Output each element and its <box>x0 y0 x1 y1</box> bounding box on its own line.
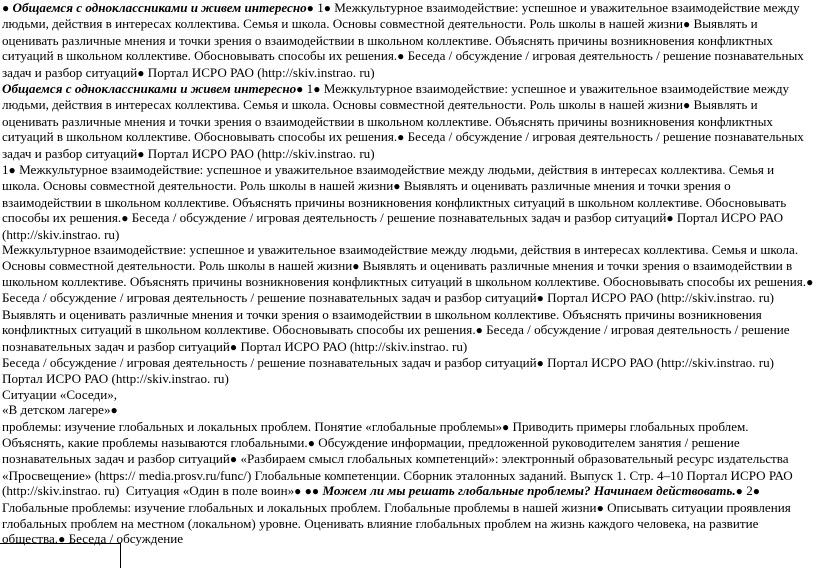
skills-text: Приводить примеры глобальных проблем. Объяснять, какие проблемы называются глобальными. <box>2 418 749 450</box>
activity-text: Беседа / обсуждение <box>68 531 184 547</box>
portal-text: Портал ИСРО РАО (http://skiv.instrao. ru) <box>147 145 375 161</box>
bullet-icon: ● <box>397 49 405 64</box>
portal-text: Портал ИСРО РАО (http://skiv.instrao. ru) <box>2 371 229 387</box>
resource-text: «Разбираем смысл глобальных компетенций»: электронный образовательный ресурс издательства «Просвещение» (https:// media.prosv.ru/func/) Глобальные компетенции. Сборник эталонных заданий. Выпуск 1. Стр. 4–10 Портал ИСРО РАО (http://skiv.instrao. ru) <box>2 451 793 499</box>
bullet-icon: ● <box>137 65 145 80</box>
bullet-icon: ● <box>393 179 401 194</box>
hours-number: 1 <box>317 0 324 15</box>
bullet-icon: ● <box>502 419 510 434</box>
activity-text: Беседа / обсуждение / игровая деятельность / решение познавательных задач и разбор ситуаций <box>2 354 537 370</box>
bullet-icon: ● <box>296 82 304 97</box>
skills-text: Выявлять и оценивать различные мнения и точки зрения о взаимодействии в школьном коллективе. Объяснять причины возникновения конфликтных ситуаций в школьном коллективе. Обосновывать способы их решения. <box>2 306 762 338</box>
camp-situation: «В детском лагере»● <box>2 402 118 418</box>
hours-number: 2 <box>746 483 753 499</box>
row-block-1 <box>2 0 814 81</box>
hours-number: 1 <box>306 81 314 97</box>
topic-text: Межкультурное взаимодействие: успешное и уважительное взаимодействие между людьми, действия в интересах коллектива. Семья и школа. Основы совместной деятельности. Роль школы в нашей жизни <box>2 242 799 273</box>
situation-text: Ситуация «Один в поле воин» <box>125 483 295 499</box>
skills-text: Выявлять и оценивать различные мнения и точки зрения о взаимодействии в школьном коллективе. Объяснять причины возникновения конфликтных ситуаций в школьном коллективе. Обосновывать способы их решения. <box>2 97 773 145</box>
theme-title-2: Можем ли мы решать глобальные проблемы? Начинаем действовать. <box>322 483 736 499</box>
topic-text: проблемы: изучение глобальных и локальных проблем. Понятие «глобальные проблемы» <box>2 418 503 434</box>
skills-text: Выявлять и оценивать различные мнения и точки зрения о взаимодействии в школьном коллективе. Объяснять причины возникновения конфликтных ситуаций в школьном коллективе. Обосновывать способы их решения. <box>2 16 773 64</box>
bullet-icon: ● <box>58 532 66 547</box>
bullet-icon: ● <box>229 452 238 467</box>
bullet-icon: ● <box>397 130 405 145</box>
topic-text: Межкультурное взаимодействие: успешное и уважительное взаимодействие между людьми, действия в интересах коллектива. Семья и школа. Основы совместной деятельности. Роль школы в нашей жизни <box>2 0 800 32</box>
topic-text: Глобальные проблемы: изучение глобальных и локальных проблем. Глобальные проблемы в нашей жизни <box>2 499 597 515</box>
bullet-icon: ● <box>352 258 360 273</box>
portal-text: Портал ИСРО РАО (http://skiv.instrao. ru) <box>2 210 784 242</box>
bullet-icon: ● <box>806 274 814 289</box>
row-block-6 <box>2 355 814 371</box>
portal-text: Портал ИСРО РАО (http://skiv.instrao. ru) <box>547 290 774 306</box>
bullet-icon: ● <box>682 98 691 113</box>
theme-title: Общаемся с одноклассниками и живем интересно <box>12 0 307 15</box>
row-block-5 <box>2 307 814 355</box>
bullet-icon: ● <box>8 163 16 178</box>
row-block-7 <box>2 371 814 386</box>
bullet-icon: ● <box>229 339 238 354</box>
bullet-icon: ● <box>313 82 321 97</box>
bullet-icon: ● <box>110 403 118 418</box>
row-block-9 <box>2 419 814 548</box>
skills-text: Описывать ситуации проявления глобальных проблем на местном (локальном) уровне. Оценивать влияние глобальных проблем на жизнь каждого человека, на развитие общества. <box>2 499 791 547</box>
bullet-icon: ● <box>304 484 312 499</box>
portal-text: Портал ИСРО РАО (http://skiv.instrao. ru) <box>547 354 774 370</box>
bullet-icon: ● <box>311 484 320 499</box>
bullet-icon: ● <box>475 323 483 338</box>
row-block-3 <box>2 162 814 242</box>
bullet-icon: ● <box>666 211 674 226</box>
activity-text: Беседа / обсуждение / игровая деятельность / решение познавательных задач и разбор ситуаций <box>2 48 804 80</box>
skills-text: Выявлять и оценивать различные мнения и точки зрения о взаимодействии в школьном коллективе. Объяснять причины возникновения конфликтных ситуаций в школьном коллективе. Обосновывать способы их решения. <box>2 178 787 226</box>
bullet-icon: ● <box>137 146 145 161</box>
bullet-icon: ● <box>294 484 302 499</box>
table-cell-border <box>0 543 121 568</box>
theme-title: Общаемся с одноклассниками и живем интересно <box>2 81 297 97</box>
row-block-4 <box>2 242 814 307</box>
portal-text: Портал ИСРО РАО (http://skiv.instrao. ru) <box>240 338 468 354</box>
bullet-icon: ● <box>121 211 129 226</box>
bullet-icon: ● <box>752 484 760 499</box>
bullet-icon: ● <box>682 17 691 32</box>
activity-text: Беседа / обсуждение / игровая деятельность / решение познавательных задач и разбор ситуаций <box>2 322 790 354</box>
activity-text: Беседа / обсуждение / игровая деятельность / решение познавательных задач и разбор ситуаций <box>2 290 537 306</box>
activity-text: Беседа / обсуждение / игровая деятельность / решение познавательных задач и разбор ситуаций <box>131 210 667 226</box>
topic-text: Межкультурное взаимодействие: успешное и уважительное взаимодействие между людьми, действия в интересах коллектива. Семья и школа. Основы совместной деятельности. Роль школы в нашей жизни <box>2 81 790 113</box>
bullet-icon: ● <box>536 355 544 370</box>
row-block-2 <box>2 81 814 162</box>
portal-text: Портал ИСРО РАО (http://skiv.instrao. ru) <box>147 64 375 80</box>
skills-text: Выявлять и оценивать различные мнения и точки зрения о взаимодействии в школьном коллективе. Объяснять причины возникновения конфликтных ситуаций в школьном коллективе. Обосновывать способы их решения. <box>2 257 807 289</box>
hours-number: 1 <box>2 162 9 178</box>
bullet-icon: ● <box>2 1 10 15</box>
situations-label: Ситуации «Соседи», <box>2 386 118 402</box>
bullet-icon: ● <box>596 500 604 515</box>
bullet-icon: ● <box>307 435 315 450</box>
bullet-icon: ● <box>735 484 743 499</box>
bullet-icon: ● <box>536 291 544 306</box>
activity-text: Беседа / обсуждение / игровая деятельность / решение познавательных задач и разбор ситуаций <box>2 129 804 161</box>
bullet-icon: ● <box>323 1 331 15</box>
activity-text: Обсуждение информации, предложенной руководителем занятия / решение познавательных задач и разбор ситуаций <box>2 434 740 467</box>
topic-text: Межкультурное взаимодействие: успешное и уважительное взаимодействие между людьми, действия в интересах коллектива. Семья и школа. Основы совместной деятельности. Роль школы в нашей жизни <box>2 162 775 194</box>
bullet-icon: ● <box>306 1 314 15</box>
